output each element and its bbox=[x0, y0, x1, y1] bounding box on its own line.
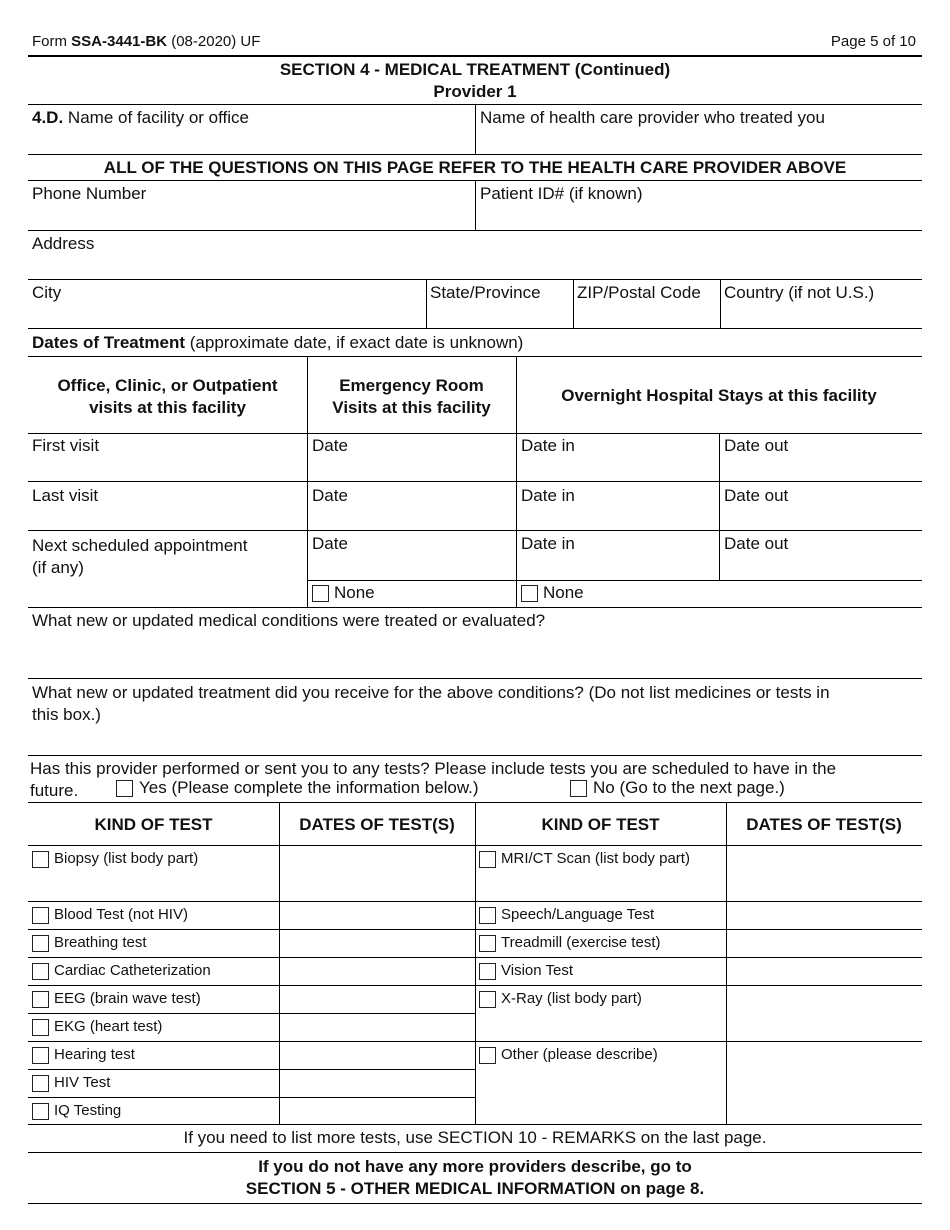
form-revision: (08-2020) UF bbox=[171, 33, 261, 50]
last-visit-date-out-field[interactable] bbox=[720, 482, 922, 529]
form-id bbox=[32, 32, 260, 52]
conditions-field[interactable] bbox=[29, 634, 922, 677]
more-tests-note: If you need to list more tests, use SECTION 10 - REMARKS on the last page. bbox=[183, 1128, 767, 1147]
dates-of-test-header-right: DATES OF TEST(S) bbox=[746, 815, 902, 834]
next-appt-date-in-label: Date in bbox=[521, 534, 575, 553]
speech-language-checkbox[interactable] bbox=[479, 907, 496, 924]
biopsy-dates-field[interactable] bbox=[280, 846, 474, 900]
first-visit-er-date-field[interactable] bbox=[308, 434, 515, 480]
col-office-header bbox=[28, 375, 307, 419]
dates-title-bold: Dates of Treatment bbox=[32, 333, 186, 352]
city-field[interactable] bbox=[29, 280, 425, 327]
speech-language-label: Speech/Language Test bbox=[501, 906, 655, 923]
col-er-header bbox=[307, 375, 516, 419]
col-hospital-header: Overnight Hospital Stays at this facility bbox=[561, 386, 877, 405]
conditions-question: What new or updated medical conditions were treated or evaluated? bbox=[32, 611, 546, 630]
vision-test-dates-field[interactable] bbox=[727, 958, 922, 984]
breathing-test-label: Breathing test bbox=[54, 934, 147, 951]
hospital-none-checkbox[interactable] bbox=[521, 585, 538, 602]
provider-name-field[interactable] bbox=[476, 105, 922, 153]
last-visit-date-in-label: Date in bbox=[521, 486, 575, 505]
iq-testing-dates-field[interactable] bbox=[280, 1098, 474, 1123]
zip-label: ZIP/Postal Code bbox=[577, 283, 701, 302]
state-label: State/Province bbox=[430, 283, 541, 302]
divider bbox=[28, 607, 922, 608]
blood-test-dates-field[interactable] bbox=[280, 902, 474, 928]
divider bbox=[28, 1124, 922, 1125]
tests-no-checkbox[interactable] bbox=[570, 780, 587, 797]
vision-test-label: Vision Test bbox=[501, 962, 573, 979]
xray-label: X-Ray (list body part) bbox=[501, 990, 642, 1007]
next-appointment-line2: (if any) bbox=[32, 558, 84, 577]
divider bbox=[28, 755, 922, 756]
first-visit-date-out-field[interactable] bbox=[720, 434, 922, 480]
facility-name-field[interactable] bbox=[29, 105, 474, 153]
col-office-line2: visits at this facility bbox=[89, 398, 246, 417]
country-field[interactable] bbox=[721, 280, 922, 327]
phone-field[interactable] bbox=[29, 181, 474, 229]
cardiac-cath-checkbox[interactable] bbox=[32, 963, 49, 980]
other-test-checkbox[interactable] bbox=[479, 1047, 496, 1064]
er-none-label: None bbox=[334, 583, 375, 602]
col-er-line1: Emergency Room bbox=[339, 376, 484, 395]
state-field[interactable] bbox=[427, 280, 572, 327]
dates-title bbox=[32, 333, 523, 353]
blood-test-checkbox[interactable] bbox=[32, 907, 49, 924]
facility-name-label: Name of facility or office bbox=[67, 108, 250, 127]
treadmill-label: Treadmill (exercise test) bbox=[501, 934, 661, 951]
treatment-field[interactable] bbox=[29, 726, 922, 754]
col-office-line1: Office, Clinic, or Outpatient bbox=[57, 376, 278, 395]
cardiac-cath-dates-field[interactable] bbox=[280, 958, 474, 984]
treatment-question-line1: What new or updated treatment did you receive for the above conditions? (Do not list medicines or tests in bbox=[32, 683, 830, 702]
provider-notice: ALL OF THE QUESTIONS ON THIS PAGE REFER TO THE HEALTH CARE PROVIDER ABOVE bbox=[103, 158, 847, 177]
next-section-line2: SECTION 5 - OTHER MEDICAL INFORMATION on page 8. bbox=[245, 1179, 705, 1198]
mri-ct-dates-field[interactable] bbox=[727, 846, 922, 900]
breathing-test-checkbox[interactable] bbox=[32, 935, 49, 952]
treadmill-checkbox[interactable] bbox=[479, 935, 496, 952]
hiv-test-checkbox[interactable] bbox=[32, 1075, 49, 1092]
eeg-label: EEG (brain wave test) bbox=[54, 990, 201, 1007]
dates-of-test-header-left: DATES OF TEST(S) bbox=[299, 815, 455, 834]
vision-test-checkbox[interactable] bbox=[479, 963, 496, 980]
hearing-test-checkbox[interactable] bbox=[32, 1047, 49, 1064]
treatment-question-line2: this box.) bbox=[32, 705, 101, 724]
tests-question-line2: future. bbox=[30, 781, 79, 800]
divider bbox=[28, 328, 922, 329]
breathing-test-dates-field[interactable] bbox=[280, 930, 474, 956]
last-visit-label: Last visit bbox=[32, 486, 99, 505]
next-appt-date-out-label: Date out bbox=[724, 534, 789, 553]
hiv-test-label: HIV Test bbox=[54, 1074, 111, 1091]
provider-title: Provider 1 bbox=[433, 82, 517, 101]
cardiac-cath-label: Cardiac Catheterization bbox=[54, 962, 211, 979]
first-visit-date-in-label: Date in bbox=[521, 436, 575, 455]
other-test-label: Other (please describe) bbox=[501, 1046, 658, 1063]
next-appointment-line1: Next scheduled appointment bbox=[32, 536, 248, 555]
form-prefix: Form bbox=[32, 33, 67, 50]
next-appt-er-date-label: Date bbox=[312, 534, 348, 553]
section-title: SECTION 4 - MEDICAL TREATMENT (Continued) bbox=[279, 60, 671, 79]
last-visit-er-date-field[interactable] bbox=[308, 482, 515, 529]
city-label: City bbox=[32, 283, 62, 302]
ekg-label: EKG (heart test) bbox=[54, 1018, 163, 1035]
kind-of-test-header-right: KIND OF TEST bbox=[541, 815, 660, 834]
hiv-test-dates-field[interactable] bbox=[280, 1070, 474, 1096]
er-none-checkbox[interactable] bbox=[312, 585, 329, 602]
biopsy-checkbox[interactable] bbox=[32, 851, 49, 868]
page-number: Page 5 of 10 bbox=[830, 33, 916, 50]
patient-id-label: Patient ID# (if known) bbox=[480, 184, 643, 203]
xray-checkbox[interactable] bbox=[479, 991, 496, 1008]
next-section-line1: If you do not have any more providers describe, go to bbox=[258, 1157, 692, 1176]
biopsy-label: Biopsy (list body part) bbox=[54, 850, 199, 867]
patient-id-field[interactable] bbox=[476, 181, 922, 229]
hearing-test-dates-field[interactable] bbox=[280, 1042, 474, 1068]
next-appointment-label bbox=[32, 535, 247, 579]
eeg-checkbox[interactable] bbox=[32, 991, 49, 1008]
form-number: SSA-3441-BK bbox=[71, 33, 168, 50]
divider bbox=[307, 580, 922, 581]
treatment-question bbox=[32, 682, 830, 726]
first-visit-date-in-field[interactable] bbox=[517, 434, 718, 480]
xray-dates-field[interactable] bbox=[727, 986, 922, 1040]
mri-ct-label: MRI/CT Scan (list body part) bbox=[501, 850, 690, 867]
last-visit-date-out-label: Date out bbox=[724, 486, 789, 505]
provider-name-label: Name of health care provider who treated you bbox=[480, 108, 825, 127]
divider bbox=[28, 154, 922, 155]
hearing-test-label: Hearing test bbox=[54, 1046, 135, 1063]
dates-title-note: (approximate date, if exact date is unknown) bbox=[185, 333, 524, 352]
ekg-checkbox[interactable] bbox=[32, 1019, 49, 1036]
divider bbox=[28, 55, 922, 57]
next-appt-er-date-field[interactable] bbox=[308, 531, 515, 579]
divider bbox=[28, 1152, 922, 1153]
divider bbox=[28, 356, 922, 357]
tests-question-line1: Has this provider performed or sent you to any tests? Please include tests you are scheduled to have in the bbox=[30, 759, 837, 778]
country-label: Country (if not U.S.) bbox=[724, 283, 875, 302]
tests-yes-label: Yes (Please complete the information below.) bbox=[139, 778, 479, 797]
first-visit-er-date-label: Date bbox=[312, 436, 348, 455]
tests-yes-checkbox[interactable] bbox=[116, 780, 133, 797]
address-field[interactable] bbox=[29, 231, 922, 278]
kind-of-test-header-left: KIND OF TEST bbox=[94, 815, 213, 834]
treadmill-dates-field[interactable] bbox=[727, 930, 922, 956]
last-visit-date-in-field[interactable] bbox=[517, 482, 718, 529]
iq-testing-checkbox[interactable] bbox=[32, 1103, 49, 1120]
next-appt-date-in-field[interactable] bbox=[517, 531, 718, 579]
next-appt-date-out-field[interactable] bbox=[720, 531, 922, 579]
iq-testing-label: IQ Testing bbox=[54, 1102, 122, 1119]
tests-no-label: No (Go to the next page.) bbox=[593, 778, 785, 797]
item-number: 4.D. bbox=[32, 108, 64, 127]
eeg-dates-field[interactable] bbox=[280, 986, 474, 1012]
first-visit-date-out-label: Date out bbox=[724, 436, 789, 455]
col-er-line2: Visits at this facility bbox=[332, 398, 491, 417]
phone-label: Phone Number bbox=[32, 184, 147, 203]
divider bbox=[28, 678, 922, 679]
last-visit-er-date-label: Date bbox=[312, 486, 348, 505]
first-visit-label: First visit bbox=[32, 436, 100, 455]
hospital-none-label: None bbox=[543, 583, 584, 602]
zip-field[interactable] bbox=[574, 280, 719, 327]
address-label: Address bbox=[32, 234, 95, 253]
divider bbox=[475, 802, 476, 1124]
speech-language-dates-field[interactable] bbox=[727, 902, 922, 928]
ekg-dates-field[interactable] bbox=[280, 1014, 474, 1040]
other-test-dates-field[interactable] bbox=[727, 1042, 922, 1123]
divider bbox=[28, 1203, 922, 1204]
mri-ct-checkbox[interactable] bbox=[479, 851, 496, 868]
blood-test-label: Blood Test (not HIV) bbox=[54, 906, 188, 923]
